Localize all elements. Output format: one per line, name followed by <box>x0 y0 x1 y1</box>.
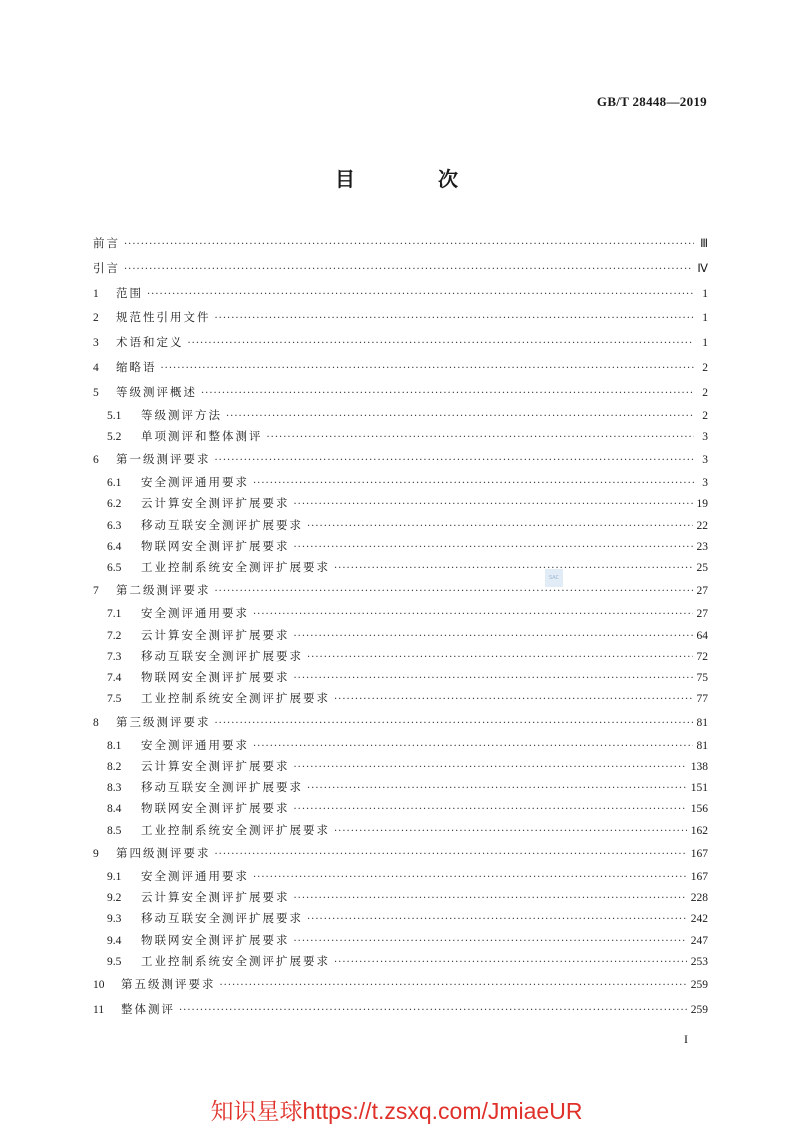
toc-entry-page: 25 <box>696 562 708 575</box>
toc-dot-leader <box>294 931 687 952</box>
toc-entry-number: 4 <box>93 361 99 374</box>
toc-entry[interactable] <box>93 231 708 256</box>
toc-dot-leader <box>188 332 695 357</box>
toc-entry-number: 9.1 <box>107 870 122 883</box>
toc-dot-leader <box>215 843 687 868</box>
toc-entry[interactable] <box>93 536 708 557</box>
toc-entry-number: 8.3 <box>107 782 122 795</box>
toc-entry[interactable] <box>93 330 708 355</box>
toc-entry-number: 9.5 <box>107 956 122 968</box>
toc-dot-leader <box>161 357 695 382</box>
toc-entry-page: 23 <box>696 540 708 553</box>
toc-entry-page: 77 <box>696 693 708 706</box>
toc-entry[interactable] <box>93 305 708 330</box>
toc-dot-leader <box>215 580 693 605</box>
toc-entry[interactable] <box>93 447 708 472</box>
toc-entry-label: 移动互联安全测评扩展要求 <box>141 911 303 926</box>
toc-entry-page: 228 <box>690 892 708 905</box>
toc-entry-label: 前言 <box>93 236 120 250</box>
toc-entry-page: 167 <box>690 870 708 883</box>
toc-entry[interactable] <box>93 710 708 735</box>
toc-entry[interactable] <box>93 472 708 493</box>
toc-dot-leader <box>334 558 693 579</box>
toc-entry-page: 2 <box>702 361 708 374</box>
toc-dot-leader <box>294 494 693 515</box>
toc-entry[interactable] <box>93 997 708 1022</box>
toc-entry-label: 第三级测评要求 <box>116 714 211 729</box>
toc-entry[interactable] <box>93 603 708 624</box>
toc-entry-label: 工业控制系统安全测评扩展要求 <box>141 560 330 575</box>
toc-entry-label: 范围 <box>116 285 143 300</box>
toc-entry[interactable] <box>93 493 708 514</box>
toc-entry-page: 242 <box>690 913 708 926</box>
toc-entry-page: 1 <box>702 337 708 350</box>
toc-entry-number: 3 <box>93 337 99 350</box>
toc-entry-number: 5.1 <box>107 409 122 422</box>
toc-entry-number: 2 <box>93 312 99 325</box>
toc-entry-label: 等级测评方法 <box>141 407 222 422</box>
toc-entry-page: 253 <box>690 956 708 968</box>
toc-entry[interactable] <box>93 355 708 380</box>
toc-dot-leader <box>334 689 693 710</box>
toc-entry-page: 1 <box>702 312 708 325</box>
toc-entry[interactable] <box>93 735 708 756</box>
toc-entry-label: 引言 <box>93 260 120 275</box>
watermark-link[interactable]: 知识星球https://t.zsxq.com/JmiaeUR <box>210 1098 583 1124</box>
toc-entry-label: 安全测评通用要求 <box>141 737 249 752</box>
toc-dot-leader <box>307 778 687 799</box>
toc-dot-leader <box>294 799 687 820</box>
toc-entry[interactable] <box>93 515 708 536</box>
toc-dot-leader <box>334 821 687 842</box>
toc-entry[interactable] <box>93 557 708 578</box>
toc-dot-leader <box>253 736 693 757</box>
toc-entry-label: 整体测评 <box>121 1002 175 1017</box>
toc-entry-number: 7.3 <box>107 650 122 663</box>
toc-dot-leader <box>215 307 695 332</box>
toc-entry-page: 259 <box>690 1004 708 1017</box>
toc-dot-leader <box>294 888 687 909</box>
toc-entry-label: 工业控制系统安全测评扩展要求 <box>141 691 330 706</box>
toc-entry-label: 工业控制系统安全测评扩展要求 <box>141 822 330 837</box>
toc-entry[interactable] <box>93 930 708 951</box>
toc-entry-number: 9.4 <box>107 934 122 947</box>
toc-entry-number: 7 <box>93 585 99 598</box>
toc-entry[interactable] <box>93 625 708 646</box>
toc-entry[interactable] <box>93 820 708 841</box>
toc-entry[interactable] <box>93 908 708 929</box>
toc-entry-page: 27 <box>696 608 708 621</box>
toc-entry-number: 8.4 <box>107 803 122 816</box>
toc-entry[interactable] <box>93 972 708 997</box>
toc-entry-label: 移动互联安全测评扩展要求 <box>141 780 303 795</box>
toc-entry-label: 工业控制系统安全测评扩展要求 <box>141 954 330 968</box>
toc-entry-number: 5.2 <box>107 430 122 443</box>
toc-entry-page: 3 <box>702 454 708 467</box>
toc-entry-number: 11 <box>93 1004 105 1017</box>
toc-entry-label: 物联网安全测评扩展要求 <box>141 932 290 947</box>
toc-entry-page: 138 <box>690 760 708 773</box>
toc-dot-leader <box>215 449 695 474</box>
toc-entry-page: 247 <box>690 934 708 947</box>
toc-entry-label: 第二级测评要求 <box>116 583 211 598</box>
toc-dot-leader <box>124 258 693 283</box>
toc-dot-leader <box>334 952 687 973</box>
toc-entry-number: 10 <box>93 979 105 992</box>
toc-entry-page: 64 <box>696 629 708 642</box>
toc-entry-page: 3 <box>702 476 708 489</box>
toc-entry-number: 5 <box>93 386 99 399</box>
toc-entry-number: 6.3 <box>107 519 122 532</box>
toc-dot-leader <box>253 604 693 625</box>
toc-entry[interactable] <box>93 426 708 447</box>
toc-entry[interactable] <box>93 256 708 281</box>
scan-stamp-icon: SAC <box>545 569 563 587</box>
toc-entry-page: 72 <box>696 650 708 663</box>
toc-entry-label: 第五级测评要求 <box>121 977 216 992</box>
toc-entry[interactable] <box>93 578 708 603</box>
toc-entry[interactable] <box>93 405 708 426</box>
toc-dot-leader <box>267 427 695 448</box>
toc-entry-page: 2 <box>702 386 708 399</box>
toc-entry-number: 8 <box>93 716 99 729</box>
toc-entry-page: 81 <box>696 739 708 752</box>
toc-entry-page: 19 <box>696 498 708 511</box>
toc-entry-page: 22 <box>696 519 708 532</box>
toc-entry-page: 2 <box>702 409 708 422</box>
toc-entry-page: Ⅲ <box>700 238 708 250</box>
toc-entry-number: 6.1 <box>107 476 122 489</box>
toc-entry-label: 安全测评通用要求 <box>141 868 249 883</box>
toc-entry-number: 6 <box>93 454 99 467</box>
toc-entry[interactable] <box>93 380 708 405</box>
toc-entry-number: 9.2 <box>107 892 122 905</box>
toc-dot-leader <box>179 999 687 1024</box>
toc-entry-label: 缩略语 <box>116 359 157 374</box>
toc-dot-leader <box>226 406 694 427</box>
toc-entry[interactable] <box>93 887 708 908</box>
toc-entry-label: 物联网安全测评扩展要求 <box>141 670 290 685</box>
toc-entry-label: 云计算安全测评扩展要求 <box>141 496 290 511</box>
toc-entry-label: 等级测评概述 <box>116 384 197 399</box>
toc-entry-number: 6.4 <box>107 540 122 553</box>
toc-dot-leader <box>124 233 694 258</box>
toc-entry-number: 8.1 <box>107 739 122 752</box>
toc-entry-label: 规范性引用文件 <box>116 310 211 325</box>
toc-entry-label: 安全测评通用要求 <box>141 474 249 489</box>
toc-entry-label: 移动互联安全测评扩展要求 <box>141 517 303 532</box>
toc-entry-label: 第一级测评要求 <box>116 452 211 467</box>
toc-entry-label: 云计算安全测评扩展要求 <box>141 758 290 773</box>
toc-dot-leader <box>215 712 693 737</box>
table-of-contents <box>93 231 708 1022</box>
toc-entry-number: 7.1 <box>107 608 122 621</box>
toc-entry-page: 75 <box>696 672 708 685</box>
toc-entry[interactable] <box>93 951 708 972</box>
standard-number: GB/T 28448—2019 <box>596 94 707 109</box>
toc-dot-leader <box>294 757 687 778</box>
toc-entry-page: 167 <box>690 848 708 861</box>
toc-entry-label: 移动互联安全测评扩展要求 <box>141 648 303 663</box>
toc-entry-page: 1 <box>702 287 708 300</box>
page-title: 目 次 <box>335 167 496 191</box>
toc-entry-label: 物联网安全测评扩展要求 <box>141 801 290 816</box>
toc-dot-leader <box>220 974 687 999</box>
toc-dot-leader <box>307 909 687 930</box>
toc-entry-page: 162 <box>690 824 708 837</box>
toc-entry-number: 6.5 <box>107 562 122 575</box>
toc-entry-number: 7.2 <box>107 629 122 642</box>
toc-entry-page: 259 <box>690 979 708 992</box>
toc-entry-number: 8.2 <box>107 760 122 773</box>
toc-dot-leader <box>147 283 694 308</box>
toc-dot-leader <box>201 382 694 407</box>
toc-entry-number: 9 <box>93 848 99 861</box>
page-number: I <box>684 1032 688 1046</box>
toc-entry[interactable] <box>93 866 708 887</box>
toc-entry[interactable] <box>93 667 708 688</box>
toc-entry-number: 8.5 <box>107 824 122 837</box>
toc-entry-label: 云计算安全测评扩展要求 <box>141 890 290 905</box>
toc-entry-number: 1 <box>93 287 99 300</box>
toc-entry-page: 3 <box>702 430 708 443</box>
toc-entry-number: 7.4 <box>107 672 122 685</box>
toc-entry[interactable] <box>93 281 708 306</box>
toc-entry-label: 第四级测评要求 <box>116 846 211 861</box>
toc-entry[interactable] <box>93 646 708 667</box>
toc-dot-leader <box>253 867 687 888</box>
toc-entry-number: 9.3 <box>107 913 122 926</box>
toc-entry-page: 156 <box>690 803 708 816</box>
toc-dot-leader <box>253 473 694 494</box>
toc-dot-leader <box>294 668 693 689</box>
toc-dot-leader <box>307 647 693 668</box>
toc-entry-label: 单项测评和整体测评 <box>141 428 263 443</box>
toc-entry[interactable] <box>93 777 708 798</box>
toc-entry-number: 6.2 <box>107 498 122 511</box>
toc-entry-page: Ⅳ <box>697 262 708 275</box>
toc-dot-leader <box>307 516 693 537</box>
toc-dot-leader <box>294 537 693 558</box>
toc-dot-leader <box>294 626 693 647</box>
toc-entry-label: 云计算安全测评扩展要求 <box>141 627 290 642</box>
toc-entry-label: 物联网安全测评扩展要求 <box>141 538 290 553</box>
toc-entry[interactable] <box>93 756 708 777</box>
toc-entry-page: 27 <box>696 585 708 598</box>
toc-entry-label: 术语和定义 <box>116 335 184 350</box>
toc-entry-page: 151 <box>690 782 708 795</box>
toc-entry-page: 81 <box>696 716 708 729</box>
toc-entry[interactable] <box>93 841 708 866</box>
toc-entry[interactable] <box>93 798 708 819</box>
toc-entry[interactable] <box>93 688 708 709</box>
toc-entry-number: 7.5 <box>107 693 122 706</box>
toc-entry-label: 安全测评通用要求 <box>141 606 249 621</box>
